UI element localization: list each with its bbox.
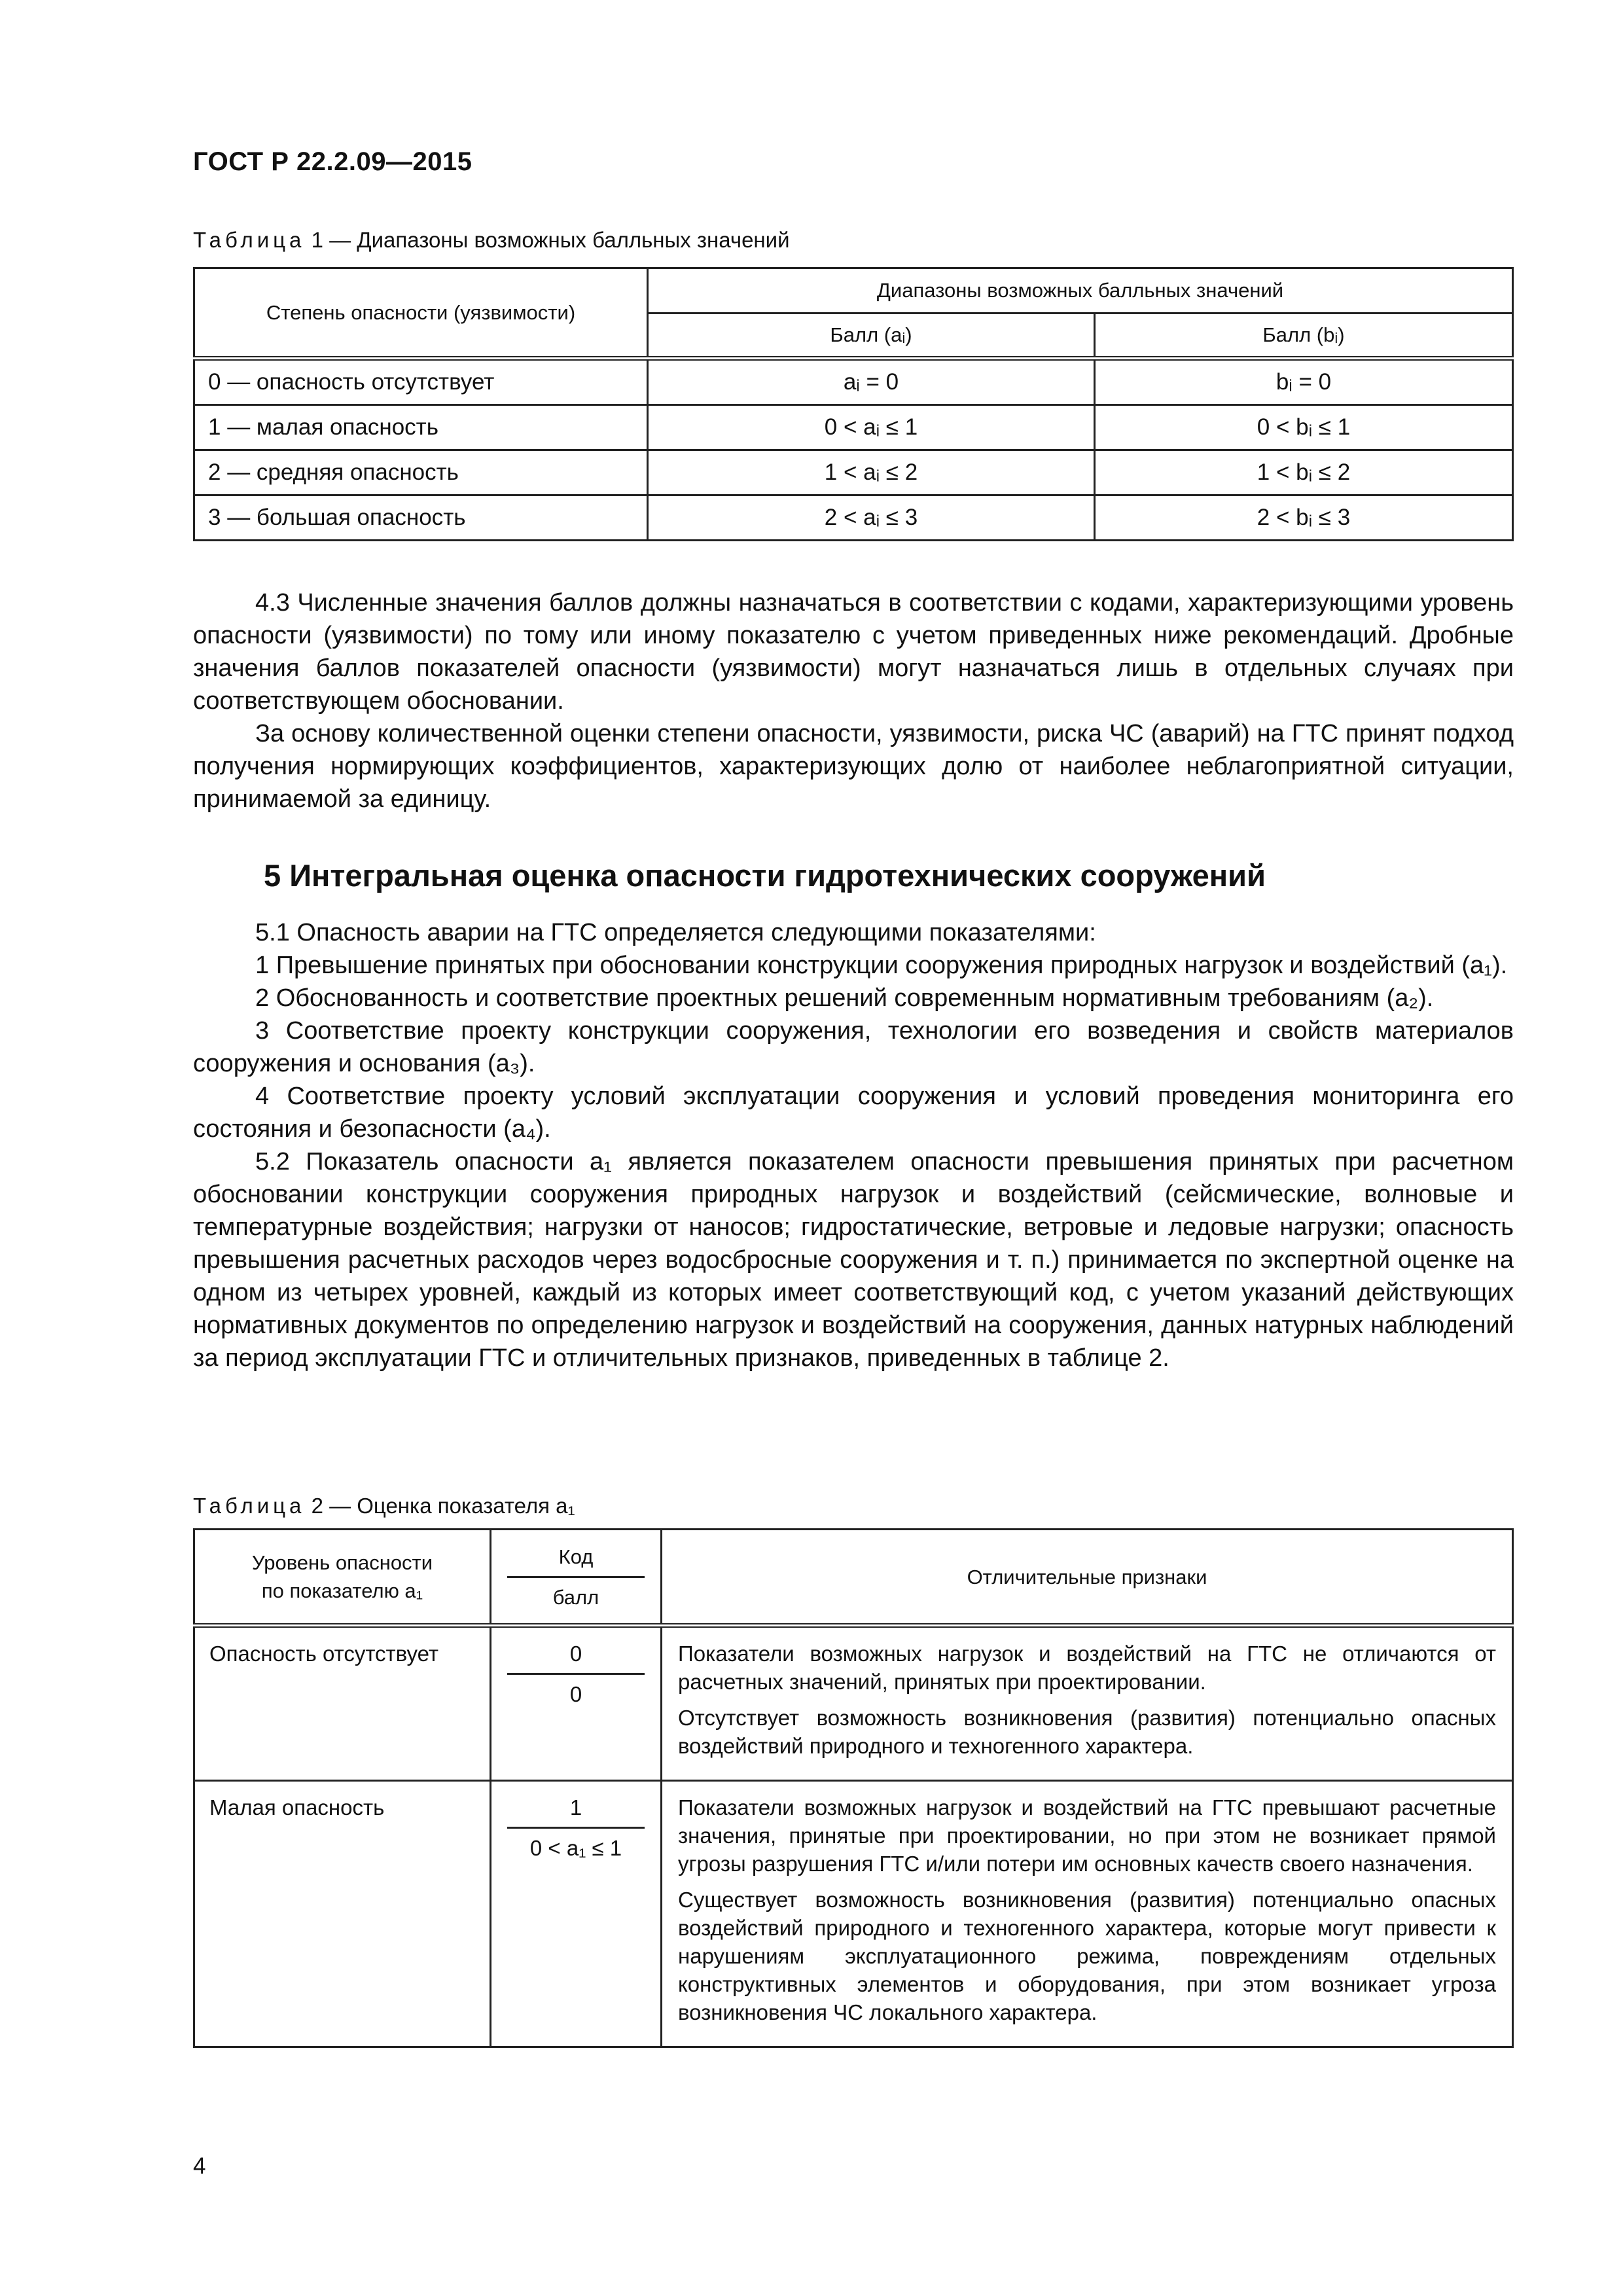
list-item: 3 Соответствие проекту конструкции сооружения, технологии его возведения и свойств материалов сооружения и основания (a₃). bbox=[193, 1017, 1514, 1077]
paragraph: 4.3 Численные значения баллов должны назначаться в соответствии с кодами, характеризующими уровень опасности (уязвимости) по тому или иному показателю с учетом приведенных ниже рекомендаций. Дробные значения баллов показателей опасности (уязвимости) могут назначаться лишь в отдельных случаях при соответствующем обосновании. bbox=[193, 589, 1514, 715]
paragraph: За основу количественной оценки степени опасности, уязвимости, риска ЧС (аварий) на ГТС принят подход получения нормирующих коэффициентов, характеризующих долю от наиболее неблагоприятной ситуации, принимаемой за единицу. bbox=[193, 720, 1514, 813]
table2-caption-text: 2 — Оценка показателя a₁ bbox=[311, 1494, 575, 1518]
table2-header-code-bottom: балл bbox=[552, 1585, 599, 1609]
table2-row bbox=[194, 1781, 1513, 2047]
table2-row bbox=[194, 1626, 1513, 1781]
table2-cell-code bbox=[491, 1781, 662, 2047]
code-value: 0 bbox=[507, 1640, 645, 1675]
table2-header-code bbox=[491, 1530, 662, 1626]
table1-cell-a: 0 < aᵢ ≤ 1 bbox=[648, 405, 1095, 450]
table2-cell-signs bbox=[662, 1626, 1513, 1781]
section-heading: 5 Интегральная оценка опасности гидротехнических сооружений bbox=[264, 858, 1266, 893]
table1-caption bbox=[193, 228, 790, 253]
table1-cell-a: 2 < aᵢ ≤ 3 bbox=[648, 495, 1095, 541]
table2-cell-signs bbox=[662, 1781, 1513, 2047]
table2-header-level bbox=[194, 1530, 491, 1626]
table1-cell-degree: 2 — средняя опасность bbox=[194, 450, 648, 495]
sign-paragraph: Показатели возможных нагрузок и воздействий на ГТС не отличаются от расчетных значений, принятых при проектировании. bbox=[678, 1641, 1496, 1694]
sign-paragraph: Существует возможность возникновения (развития) потенциально опасных воздействий природного и техногенного характера, которые могут привести к нарушениям эксплуатационного режима, повреждениям отдельных конструктивных элементов и оборудования, при этом возникает угроза возникновения ЧС локального характера. bbox=[678, 1888, 1496, 2024]
sign-paragraph: Отсутствует возможность возникновения (развития) потенциально опасных воздействий природного и техногенного характера. bbox=[678, 1706, 1496, 1758]
list-item: 2 Обоснованность и соответствие проектных решений современным нормативным требованиям (a₂). bbox=[255, 984, 1434, 1012]
paragraph: 5.1 Опасность аварии на ГТС определяется следующими показателями: bbox=[255, 919, 1096, 946]
table2 bbox=[193, 1528, 1514, 2048]
list-item: 4 Соответствие проекту условий эксплуатации сооружения и условий проведения мониторинга его состояния и безопасности (a₄). bbox=[193, 1083, 1514, 1143]
table1-cell-b: 1 < bᵢ ≤ 2 bbox=[1095, 450, 1513, 495]
list-item: 1 Превышение принятых при обосновании конструкции сооружения природных нагрузок и воздействий (a₁). bbox=[255, 952, 1508, 979]
table1-cell-b: 2 < bᵢ ≤ 3 bbox=[1095, 495, 1513, 541]
document-header: ГОСТ Р 22.2.09—2015 bbox=[193, 147, 473, 176]
table2-header-level-line2: по показателю a₁ bbox=[261, 1579, 423, 1602]
paragraph: 5.2 Показатель опасности a₁ является показателем опасности превышения принятых при расчетном обосновании конструкции сооружения природных нагрузок и воздействий (сейсмические, волновые и температурные воздействия; нагрузки от наносов; гидростатические, ветровые и ледовые нагрузки; опасность превышения расчетных расходов через водосбросные сооружения и т. п.) принимается по экспертной оценке на одном из четырех уровней, каждый из которых имеет соответствующий код, с учетом указаний действующих нормативных документов по определению нагрузок и воздействий на сооружения, данных натурных наблюдений за период эксплуатации ГТС и отличительных признаков, приведенных в таблице 2. bbox=[193, 1148, 1514, 1372]
table2-cell-code bbox=[491, 1626, 662, 1781]
table1-cell-degree: 3 — большая опасность bbox=[194, 495, 648, 541]
table2-caption-label: Таблица bbox=[193, 1494, 306, 1518]
table1-row bbox=[194, 359, 1513, 405]
table1-header-degree: Степень опасности (уязвимости) bbox=[194, 268, 648, 359]
table1-cell-b: bᵢ = 0 bbox=[1095, 359, 1513, 405]
table1-cell-a: aᵢ = 0 bbox=[648, 359, 1095, 405]
clause-5 bbox=[193, 916, 1514, 1374]
table1-row bbox=[194, 405, 1513, 450]
score-value: 0 < a₁ ≤ 1 bbox=[529, 1836, 622, 1860]
table1-row bbox=[194, 450, 1513, 495]
clause-4-3 bbox=[193, 586, 1514, 816]
table1-cell-degree: 0 — опасность отсутствует bbox=[194, 359, 648, 405]
table2-caption bbox=[193, 1494, 575, 1518]
table2-header-code-top: Код bbox=[507, 1543, 645, 1578]
table2-header-signs: Отличительные признаки bbox=[662, 1530, 1513, 1626]
table1-header-ranges: Диапазоны возможных балльных значений bbox=[648, 268, 1513, 314]
code-value: 1 bbox=[507, 1793, 645, 1829]
page-number: 4 bbox=[193, 2153, 206, 2179]
table1-cell-a: 1 < aᵢ ≤ 2 bbox=[648, 450, 1095, 495]
table2-cell-level: Опасность отсутствует bbox=[194, 1626, 491, 1781]
table1-cell-degree: 1 — малая опасность bbox=[194, 405, 648, 450]
score-value: 0 bbox=[569, 1682, 582, 1706]
table1-cell-b: 0 < bᵢ ≤ 1 bbox=[1095, 405, 1513, 450]
table1-caption-text: 1 — Диапазоны возможных балльных значений bbox=[311, 228, 790, 252]
table1-row bbox=[194, 495, 1513, 541]
table1-header-b: Балл (bᵢ) bbox=[1095, 314, 1513, 359]
table1-header-a: Балл (aᵢ) bbox=[648, 314, 1095, 359]
table1 bbox=[193, 267, 1514, 541]
table2-header-level-line1: Уровень опасности bbox=[251, 1551, 433, 1574]
table1-caption-label: Таблица bbox=[193, 228, 306, 252]
sign-paragraph: Показатели возможных нагрузок и воздействий на ГТС превышают расчетные значения, принятые при проектировании, но при этом не возникает прямой угрозы разрушения ГТС и/или потери им основных качеств своего назначения. bbox=[678, 1795, 1496, 1876]
table2-cell-level: Малая опасность bbox=[194, 1781, 491, 2047]
